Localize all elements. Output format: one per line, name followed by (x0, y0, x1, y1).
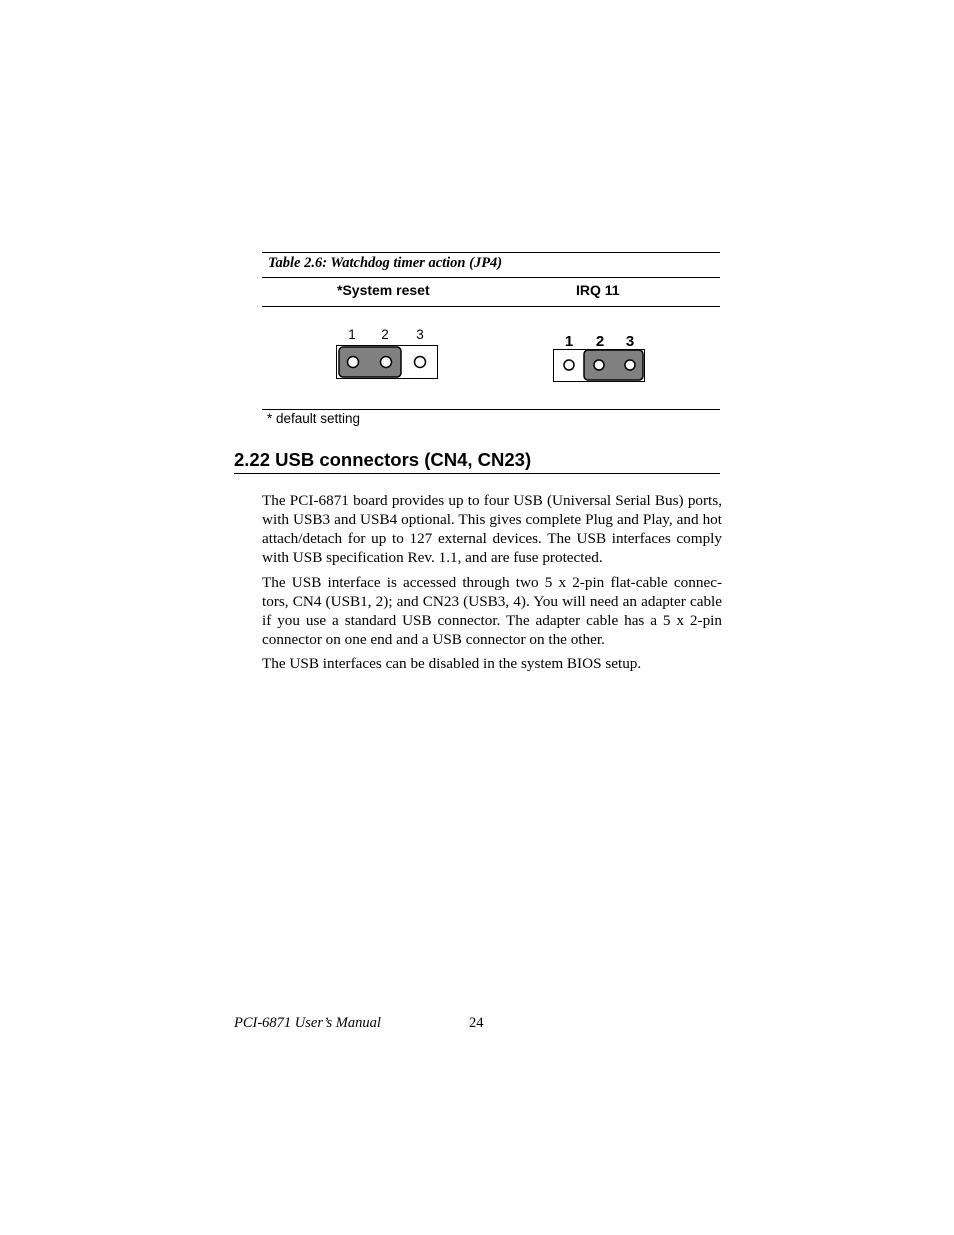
pin-label-1: 1 (564, 333, 574, 350)
pin-label-2: 2 (595, 333, 605, 350)
jumper-diagram-irq11 (550, 330, 650, 386)
column-header-irq11: IRQ 11 (576, 282, 620, 298)
pin-2 (381, 357, 392, 368)
body-paragraph-1: The PCI-6871 board provides up to four USB (Universal Serial Bus) ports, with USB3 and USB4 optional. This gives complete Plug and Play, and hot attach/detach for up to 127 external devices. The USB interfaces comply with USB specification Rev. 1.1, and are fuse protected. (262, 492, 722, 566)
pin-label-1: 1 (348, 327, 356, 342)
pin-2 (594, 360, 604, 370)
pin-3 (415, 357, 426, 368)
pin-label-3: 3 (625, 333, 635, 350)
table-header-rule (262, 306, 720, 307)
footer-page-number: 24 (469, 1015, 484, 1031)
section-heading: 2.22 USB connectors (CN4, CN23) (234, 449, 532, 470)
table-caption-rule (262, 277, 720, 278)
table-top-rule (262, 252, 720, 253)
table-caption: Table 2.6: Watchdog timer action (JP4) (268, 255, 503, 271)
pin-3 (625, 360, 635, 370)
table-bottom-rule (262, 409, 720, 410)
pin-1 (564, 360, 574, 370)
body-paragraph-2: The USB interface is accessed through two 5 x 2-pin flat-cable connec-tors, CN4 (USB1, 2); and CN23 (USB3, 4). You will need an adapter cable if you use a standard USB connector. The adapter cable has a 5 x 2-pin connector on one end and a USB connector on the other. (262, 574, 722, 648)
pin-label-3: 3 (416, 327, 424, 342)
footer-manual-title: PCI-6871 User’s Manual (234, 1015, 381, 1031)
body-paragraph-3: The USB interfaces can be disabled in the system BIOS setup. (262, 655, 642, 672)
section-heading-rule (234, 473, 720, 474)
pin-label-2: 2 (381, 327, 389, 342)
table-footnote: * default setting (267, 411, 361, 426)
pin-1 (348, 357, 359, 368)
jumper-diagram-system-reset (334, 324, 442, 384)
column-header-system-reset: *System reset (337, 282, 430, 298)
